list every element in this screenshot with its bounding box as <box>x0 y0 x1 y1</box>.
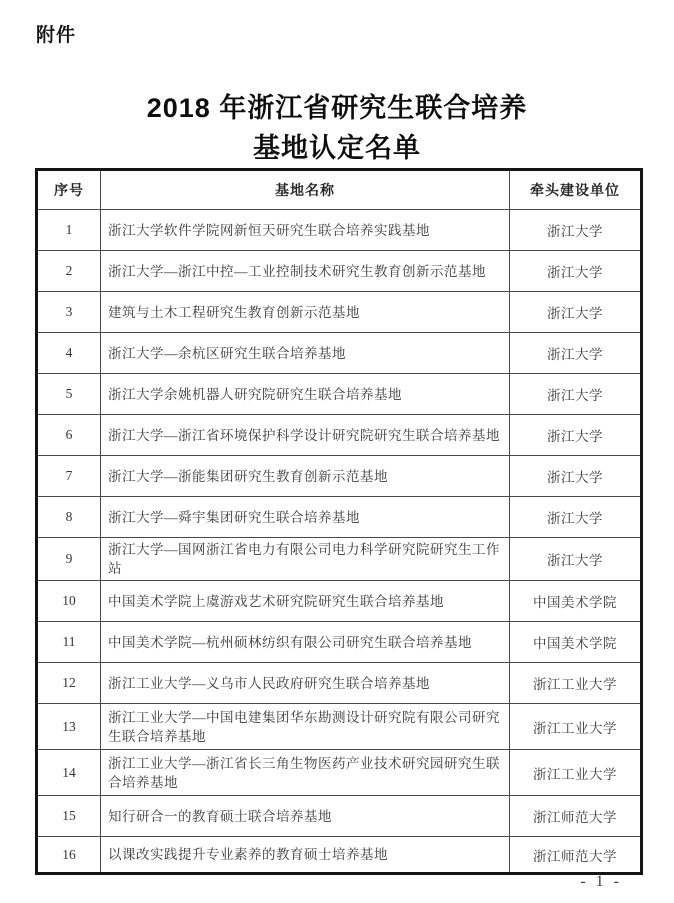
row-no-cell: 3 <box>37 292 101 333</box>
unit-cell: 浙江大学 <box>510 497 642 538</box>
table-row <box>37 333 642 374</box>
row-no-cell: 11 <box>37 622 101 663</box>
unit-cell: 浙江大学 <box>510 374 642 415</box>
row-no-cell: 9 <box>37 538 101 581</box>
unit-cell: 浙江大学 <box>510 210 642 251</box>
row-no-cell: 8 <box>37 497 101 538</box>
table-row <box>37 292 642 333</box>
row-no-cell: 10 <box>37 581 101 622</box>
table-row <box>37 796 642 837</box>
base-name-cell: 知行研合一的教育硕士联合培养基地 <box>101 796 510 837</box>
col-header-name: 基地名称 <box>101 170 510 210</box>
base-name-cell: 浙江大学余姚机器人研究院研究生联合培养基地 <box>101 374 510 415</box>
unit-cell: 浙江师范大学 <box>510 796 642 837</box>
table-row <box>37 622 642 663</box>
base-name-cell: 中国美术学院—杭州硕林纺织有限公司研究生联合培养基地 <box>101 622 510 663</box>
base-name-cell: 浙江工业大学—中国电建集团华东勘测设计研究院有限公司研究生联合培养基地 <box>101 704 510 750</box>
row-no-cell: 4 <box>37 333 101 374</box>
unit-cell: 浙江大学 <box>510 415 642 456</box>
row-no-cell: 12 <box>37 663 101 704</box>
unit-cell: 中国美术学院 <box>510 622 642 663</box>
base-name-cell: 浙江工业大学—义乌市人民政府研究生联合培养基地 <box>101 663 510 704</box>
table-row <box>37 704 642 750</box>
base-name-cell: 建筑与土木工程研究生教育创新示范基地 <box>101 292 510 333</box>
table-row <box>37 538 642 581</box>
base-list-table <box>35 168 643 875</box>
page-title-line2: 基地认定名单 <box>253 133 421 163</box>
row-no-cell: 14 <box>37 750 101 796</box>
table-row <box>37 456 642 497</box>
base-name-cell: 以课改实践提升专业素养的教育硕士培养基地 <box>101 837 510 874</box>
table-row <box>37 663 642 704</box>
unit-cell: 浙江大学 <box>510 456 642 497</box>
table-row <box>37 251 642 292</box>
base-name-cell: 浙江大学—浙江省环境保护科学设计研究院研究生联合培养基地 <box>101 415 510 456</box>
table-header-row <box>37 170 642 210</box>
row-no-cell: 16 <box>37 837 101 874</box>
table-row <box>37 581 642 622</box>
base-name-cell: 浙江大学—浙能集团研究生教育创新示范基地 <box>101 456 510 497</box>
unit-cell: 浙江工业大学 <box>510 663 642 704</box>
col-header-unit: 牵头建设单位 <box>510 170 642 210</box>
table-row <box>37 750 642 796</box>
row-no-cell: 13 <box>37 704 101 750</box>
unit-cell: 浙江工业大学 <box>510 750 642 796</box>
row-no-cell: 2 <box>37 251 101 292</box>
base-name-cell: 中国美术学院上虞游戏艺术研究院研究生联合培养基地 <box>101 581 510 622</box>
unit-cell: 浙江工业大学 <box>510 704 642 750</box>
page-title <box>0 88 674 168</box>
table-row <box>37 374 642 415</box>
unit-cell: 浙江大学 <box>510 538 642 581</box>
row-no-cell: 1 <box>37 210 101 251</box>
unit-cell: 中国美术学院 <box>510 581 642 622</box>
table-row <box>37 415 642 456</box>
page-title-line1: 2018 年浙江省研究生联合培养 <box>146 93 528 123</box>
unit-cell: 浙江大学 <box>510 292 642 333</box>
base-name-cell: 浙江大学软件学院网新恒天研究生联合培养实践基地 <box>101 210 510 251</box>
base-name-cell: 浙江大学—国网浙江省电力有限公司电力科学研究院研究生工作站 <box>101 538 510 581</box>
attachment-label: 附件 <box>36 25 77 46</box>
base-name-cell: 浙江大学—余杭区研究生联合培养基地 <box>101 333 510 374</box>
row-no-cell: 15 <box>37 796 101 837</box>
unit-cell: 浙江大学 <box>510 333 642 374</box>
base-name-cell: 浙江大学—舜宇集团研究生联合培养基地 <box>101 497 510 538</box>
table-row <box>37 837 642 874</box>
page-number: - 1 - <box>580 873 622 890</box>
row-no-cell: 5 <box>37 374 101 415</box>
table-row <box>37 497 642 538</box>
base-name-cell: 浙江大学—浙江中控—工业控制技术研究生教育创新示范基地 <box>101 251 510 292</box>
unit-cell: 浙江大学 <box>510 251 642 292</box>
unit-cell: 浙江师范大学 <box>510 837 642 874</box>
row-no-cell: 6 <box>37 415 101 456</box>
table-row <box>37 210 642 251</box>
row-no-cell: 7 <box>37 456 101 497</box>
col-header-no: 序号 <box>37 170 101 210</box>
base-name-cell: 浙江工业大学—浙江省长三角生物医药产业技术研究园研究生联合培养基地 <box>101 750 510 796</box>
